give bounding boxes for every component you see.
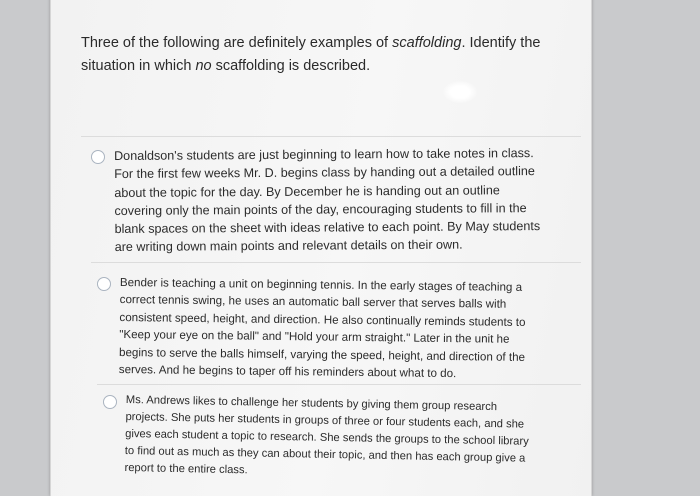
answer-option-text: Donaldson's students are just beginning to learn how to take notes in class. For the first few weeks Mr. D. begins class by handing out a detailed outline about the topic for the day. By December he is handing out an outline covering only the main points of the day, encouraging students to fill in the blank spaces on the sheet with ideas relative to each point. By May students are writing down main points and relevant details on their own. <box>114 146 541 255</box>
answer-option-text: Bender is teaching a unit on beginning tennis. In the early stages of teaching a correct tennis swing, he uses an automatic ball server that serves balls with consistent speed, height, and direction. He also continually reminds students to "Keep your eye on the ball" and "Hold your arm straight." Later in the unit he begins to serve the balls himself, varying the speed, height, and direction of the serves. And he begins to taper off his reminders about what to do. <box>118 275 526 381</box>
question-text <box>81 32 551 78</box>
screen-glare <box>443 81 477 103</box>
question-emphasis: scaffolding <box>392 35 462 51</box>
divider <box>91 262 581 263</box>
radio-button[interactable] <box>103 395 117 409</box>
divider <box>81 136 581 137</box>
question-text-part: Three of the following are definitely examples of <box>81 35 393 51</box>
question-text-part: scaffolding is described. <box>211 58 371 74</box>
question-card <box>50 0 592 496</box>
answer-option-2[interactable] <box>97 274 540 381</box>
answer-option-1[interactable] <box>91 147 546 257</box>
radio-button[interactable] <box>91 150 105 164</box>
question-text-part: . Identify the situation in which <box>81 35 541 74</box>
answer-option-3[interactable] <box>103 392 531 477</box>
question-emphasis: no <box>195 58 212 74</box>
radio-button[interactable] <box>97 277 111 291</box>
answer-option-text: Ms. Andrews likes to challenge her students by giving them group research projects. She puts her students in groups of three or four students each, and she gives each student a topic to research. She sends the groups to the school library to find out as much as they can about their topic, and then has each group give a report to the entire class. <box>124 393 529 477</box>
divider <box>97 384 581 385</box>
